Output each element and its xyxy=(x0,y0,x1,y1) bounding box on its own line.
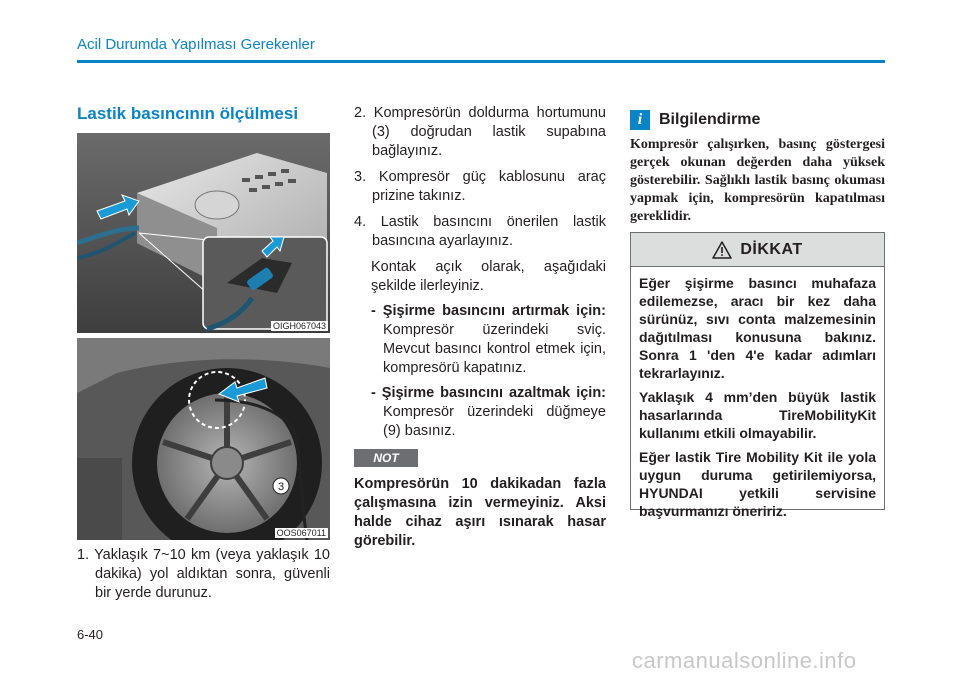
caution-header xyxy=(631,233,884,267)
compressor-photo xyxy=(77,133,330,333)
watermark: carmanualsonline.info xyxy=(632,648,857,673)
section-title: Lastik basıncının ölçülmesi xyxy=(77,104,299,123)
sub-item-label: - Şişirme basıncını artırmak için: xyxy=(371,303,606,319)
step-item: 1. Yaklaşık 7~10 km (veya yaklaşık 10 dakika) yol aldıktan sonra, güvenli bir yerde durunuz. xyxy=(77,547,330,601)
image-code: OOS067011 xyxy=(276,528,326,538)
step-item: 3. Kompresör güç kablosunu araç prizine takınız. xyxy=(354,169,606,204)
info-box xyxy=(630,110,885,226)
step-item: 4. Lastik basıncını önerilen lastik basıncına ayarlayınız. xyxy=(354,214,606,249)
caution-body xyxy=(631,267,884,520)
caution-paragraph: Eğer şişirme basıncı muhafaza edilemezse, aracı bir kez daha sürünüz, sıvı conta malzemesinin dağıtılması konusuna bakınız. Sonra 1 'den 4'e kadar adımları tekrarlayınız. xyxy=(639,275,876,381)
sub-item-increase xyxy=(354,302,606,378)
image-code: OIGH067043 xyxy=(272,321,326,331)
caution-title: DİKKAT xyxy=(740,240,803,258)
note-text: Kompresörün 10 dakikadan fazla çalışmasına izin vermeyiniz. Aksi halde cihaz aşırı ısınarak hasar görebilir. xyxy=(354,476,606,549)
info-header xyxy=(630,110,885,130)
header-divider xyxy=(77,60,885,63)
step-list-left xyxy=(77,546,330,609)
section-heading xyxy=(77,104,330,124)
callout-number: 3 xyxy=(277,481,285,493)
step4-intro: Kontak açık olarak, aşağıdaki şekilde ilerleyiniz. xyxy=(371,259,606,294)
wheel-illustration xyxy=(77,338,330,540)
compressor-illustration xyxy=(77,133,330,333)
sub-item-decrease xyxy=(354,384,606,441)
info-text: Kompresör çalışırken, basınç göstergesi gerçek okunan değerden daha yüksek gösterebilir. Sağlıklı lastik basınç okuması yapmak için, kompresörün kapatılması gereklidir. xyxy=(630,137,885,224)
step-item: 2. Kompresörün doldurma hortumunu (3) doğrudan lastik supabına bağlayınız. xyxy=(354,105,606,159)
instruction-column xyxy=(354,104,606,551)
info-icon: i xyxy=(630,110,650,130)
running-header: Acil Durumda Yapılması Gerekenler xyxy=(77,36,315,53)
caution-paragraph: Eğer lastik Tire Mobility Kit ile yola uygun duruma getirilemiyorsa, HYUNDAI yetkili servisine başvurmanızı öneririz. xyxy=(639,449,876,519)
note-tag: NOT xyxy=(354,449,418,467)
caution-paragraph: Yaklaşık 4 mm’den büyük lastik hasarlarında TireMobilityKit kullanımı etkili olmayabilir. xyxy=(639,389,876,441)
sub-item-label: - Şişirme basıncını azaltmak için: xyxy=(371,385,606,401)
caution-box xyxy=(630,232,885,519)
info-title: Bilgilendirme xyxy=(659,111,761,128)
wheel-photo xyxy=(77,338,330,540)
sub-item-text: Kompresör üzerindeki düğmeye (9) basınız. xyxy=(383,404,606,439)
warning-icon xyxy=(712,241,732,259)
page-number: 6-40 xyxy=(77,627,104,642)
sub-item-text: Kompresör üzerindeki sviç. Mevcut basıncı kontrol etmek için, kompresörü kapatınız. xyxy=(383,322,606,376)
